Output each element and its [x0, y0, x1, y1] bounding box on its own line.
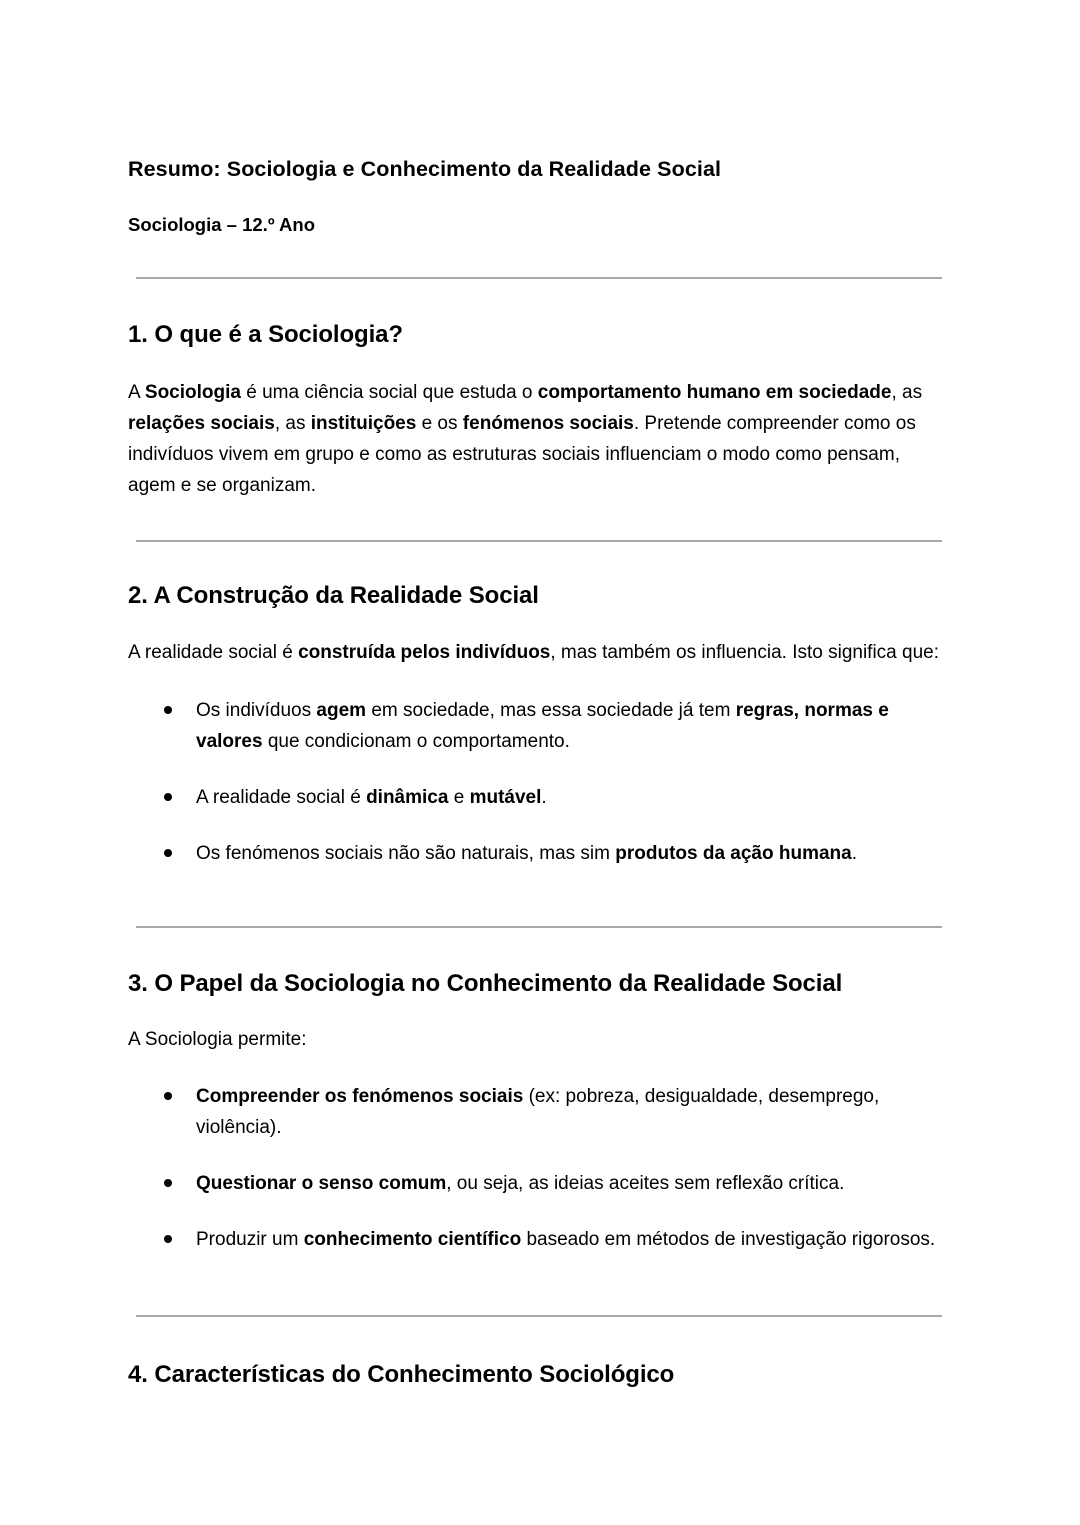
text-run: em sociedade, mas essa sociedade já tem — [366, 700, 736, 721]
list-item — [128, 838, 942, 869]
text-run: A realidade social é — [196, 787, 367, 808]
text-run: A — [128, 382, 145, 403]
text-run: . — [851, 843, 858, 864]
list-item-text — [196, 1173, 844, 1194]
list-item — [128, 782, 942, 813]
page-title: Resumo: Sociologia e Conhecimento da Realidade Social — [128, 157, 722, 181]
bullet-dot-icon — [164, 1235, 172, 1243]
list-item — [128, 1168, 942, 1199]
list-item — [128, 1224, 942, 1255]
text-run: , as — [274, 413, 311, 434]
section-heading-3: 3. O Papel da Sociologia no Conhecimento da Realidade Social — [128, 970, 843, 997]
list-item-text — [196, 700, 889, 752]
list-item — [128, 695, 942, 757]
section-paragraph-3 — [128, 1024, 942, 1055]
text-run: e os — [416, 413, 463, 434]
text-run: baseado em métodos de investigação rigorosos. — [521, 1229, 936, 1250]
text-run: , ou seja, as ideias aceites sem reflexão crítica. — [446, 1173, 845, 1194]
text-run: . — [541, 787, 547, 808]
text-run: que condicionam o comportamento. — [262, 731, 570, 752]
section-heading-4: 4. Características do Conhecimento Sociológico — [128, 1361, 675, 1388]
text-run-bold: regras, normas e valores — [196, 700, 889, 752]
section-heading-1: 1. O que é a Sociologia? — [128, 321, 403, 348]
bullet-dot-icon — [164, 793, 172, 801]
text-run-bold: conhecimento científico — [303, 1229, 522, 1250]
bullet-dot-icon — [164, 849, 172, 857]
text-run: Produzir um — [196, 1229, 304, 1250]
bullet-dot-icon — [164, 706, 172, 714]
list-item-text — [196, 1086, 879, 1138]
list-item-text — [196, 843, 857, 864]
text-run-bold: produtos da ação humana — [615, 843, 852, 864]
text-run: A Sociologia permite: — [128, 1029, 307, 1050]
text-run: (ex: pobreza, desigualdade, desemprego, violência). — [196, 1086, 880, 1138]
text-run: é uma ciência social que estuda o — [240, 382, 538, 403]
list-item — [128, 1081, 942, 1143]
page-subtitle: Sociologia – 12.º Ano — [128, 214, 315, 235]
text-run-bold: comportamento humano em sociedade — [537, 382, 892, 403]
text-run-bold: mutável — [469, 787, 542, 808]
text-run-bold: Questionar o senso comum — [196, 1173, 447, 1194]
text-run-bold: relações sociais — [128, 413, 275, 434]
text-run-bold: agem — [316, 700, 367, 721]
section-paragraph-1 — [128, 377, 942, 501]
text-run-bold: Compreender os fenómenos sociais — [196, 1086, 524, 1107]
list-item-text — [196, 1229, 935, 1250]
bullet-dot-icon — [164, 1179, 172, 1187]
section-bullet-list-3 — [128, 1081, 942, 1255]
document-content — [128, 0, 942, 1391]
text-run-bold: dinâmica — [366, 787, 449, 808]
text-run: . Pretende compreender como os indivíduos vivem em grupo e como as estruturas sociais influenciam o modo como pensam, agem e se organizam. — [128, 413, 916, 496]
text-run: A realidade social é — [128, 642, 299, 663]
text-run-bold: construída pelos indivíduos — [298, 642, 551, 663]
text-run-bold: fenómenos sociais — [462, 413, 634, 434]
section-heading-2: 2. A Construção da Realidade Social — [128, 582, 539, 609]
text-run: , mas também os influencia. Isto significa que: — [550, 642, 940, 663]
section-bullet-list-2 — [128, 695, 942, 869]
text-run-bold: instituições — [310, 413, 417, 434]
bullet-dot-icon — [164, 1092, 172, 1100]
section-paragraph-2 — [128, 637, 942, 668]
text-run-bold: Sociologia — [144, 382, 241, 403]
text-run: Os indivíduos — [196, 700, 317, 721]
list-item-text — [196, 787, 547, 808]
text-run: Os fenómenos sociais não são naturais, mas sim — [196, 843, 616, 864]
text-run: , as — [891, 382, 923, 403]
text-run: e — [448, 787, 470, 808]
